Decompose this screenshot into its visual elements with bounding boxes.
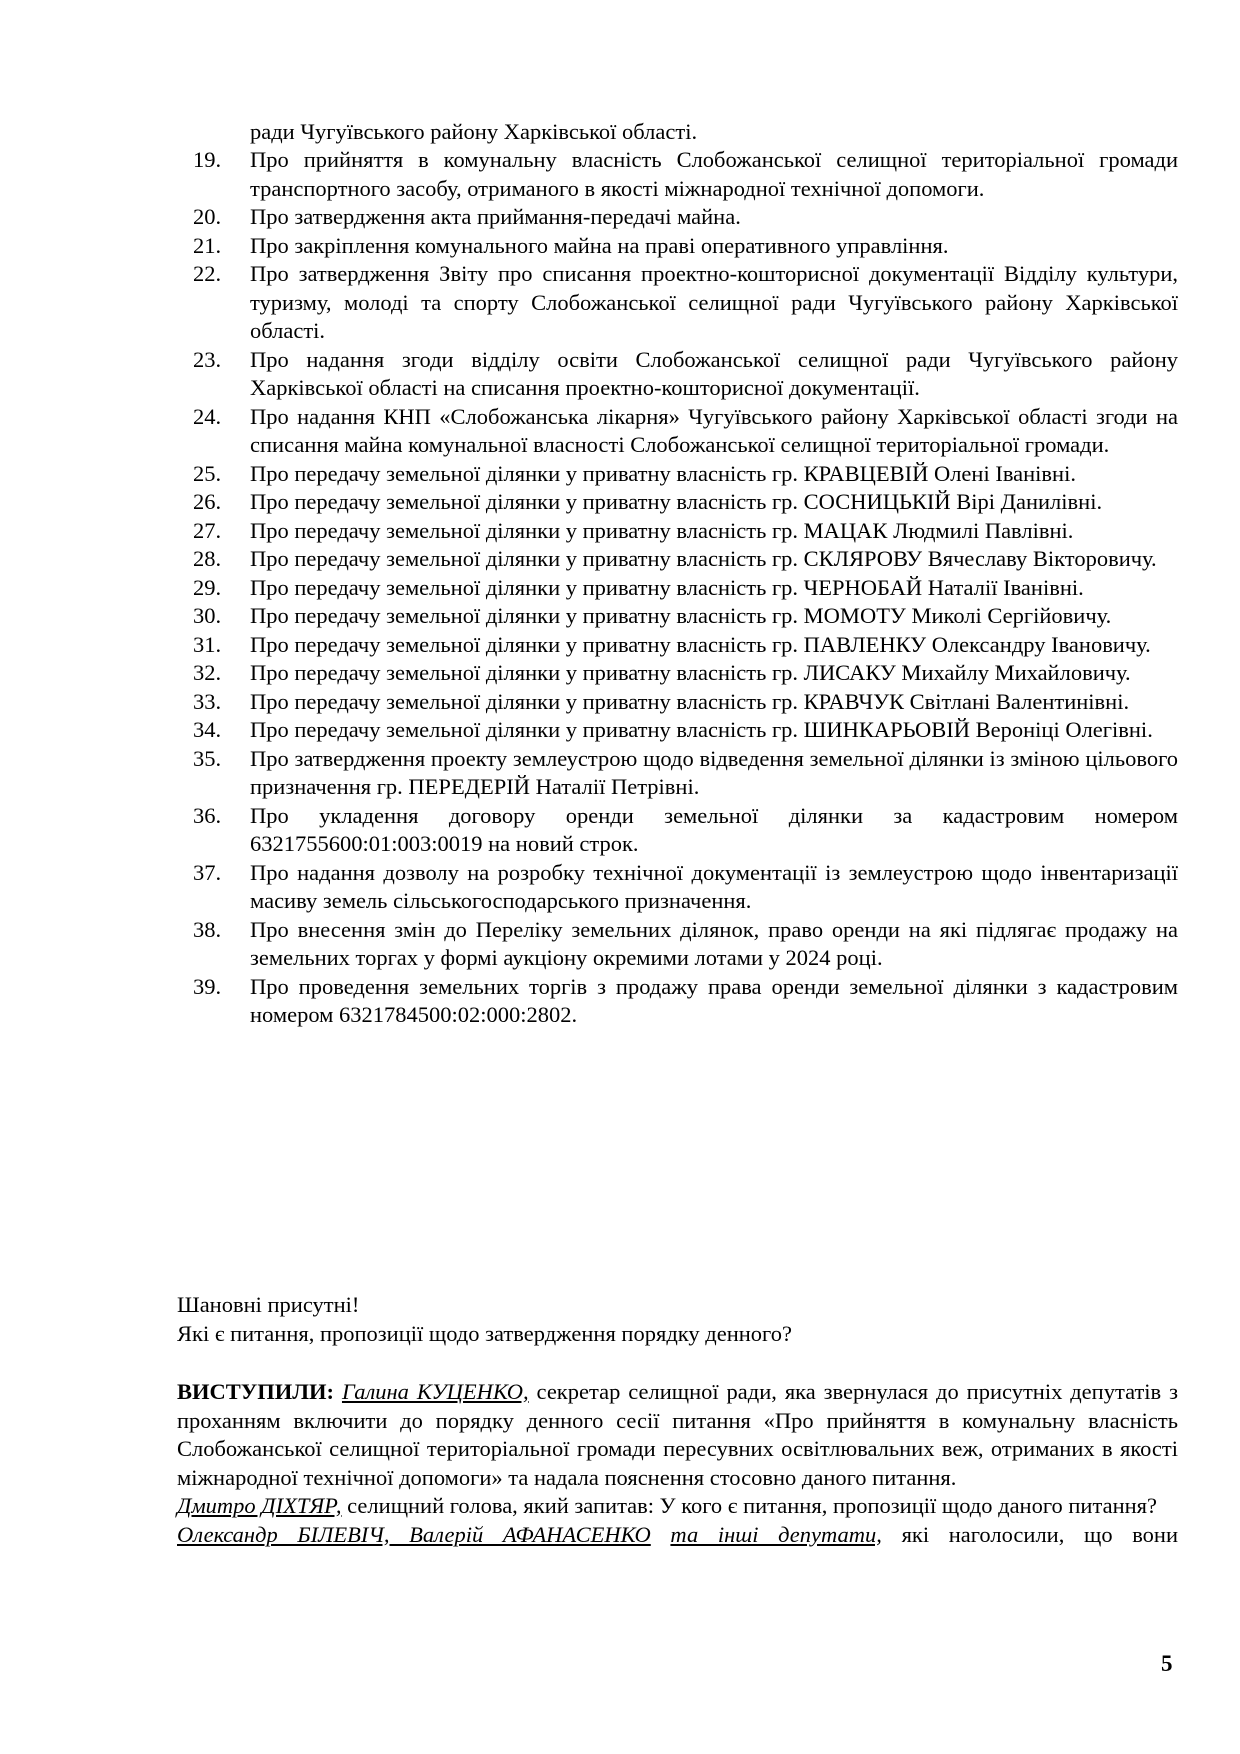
agenda-item-text: Про затвердження проекту землеустрою щодо відведення земельної ділянки із зміною цільового призначення гр. ПЕРЕДЕРІЙ Наталії Петрівні. <box>250 745 1178 799</box>
speaker-name: Галина КУЦЕНКО, <box>341 1379 529 1404</box>
greeting-block <box>177 1291 1178 1348</box>
discussion-block <box>177 1378 1178 1549</box>
agenda-item <box>0 973 1178 1030</box>
agenda-item-text: Про передачу земельної ділянки у приватну власність гр. ЧЕРНОБАЙ Наталії Іванівні. <box>250 574 1084 600</box>
speech-paragraph <box>177 1492 1178 1521</box>
speech-text: які наголосили, що вони <box>881 1521 1179 1547</box>
agenda-item <box>0 631 1178 660</box>
continued-item-text: ради Чугуївського району Харківської області. <box>250 119 698 144</box>
agenda-item-text: Про передачу земельної ділянки у приватну власність гр. ШИНКАРЬОВІЙ Вероніці Олегівні. <box>250 717 1153 742</box>
agenda-item-number: 28. <box>193 546 222 571</box>
agenda-item <box>0 488 1178 517</box>
agenda-item-text: Про надання КНП «Слобожанська лікарня» Чугуївського району Харківської області згоди на списання майна комунальної власності Слобожанської селищної територіальної громади. <box>250 403 1178 457</box>
speech-paragraph <box>177 1521 1178 1550</box>
agenda-item-text: Про передачу земельної ділянки у приватну власність гр. ЛИСАКУ Михайлу Михайловичу. <box>250 660 1131 685</box>
page-number: 5 <box>1161 1651 1173 1676</box>
agenda-item <box>0 517 1178 546</box>
agenda-item-text: Про прийняття в комунальну власність Слобожанської селищної територіальної громади транспортного засобу, отриманого в якості міжнародної технічної допомоги. <box>250 147 1178 201</box>
speech-text: селищний голова, який запитав: У кого є питання, пропозиції щодо даного питання? <box>341 1493 1157 1518</box>
separator <box>651 1522 671 1547</box>
agenda-item <box>0 232 1178 261</box>
agenda-item <box>0 545 1178 574</box>
agenda-item-number: 19. <box>193 147 222 172</box>
agenda-item-number: 33. <box>193 688 222 714</box>
agenda-item <box>0 916 1178 973</box>
agenda-item <box>0 859 1178 916</box>
agenda-item <box>0 346 1178 403</box>
agenda-item-number: 34. <box>193 717 222 742</box>
agenda-item-number: 36. <box>193 802 222 828</box>
agenda-item <box>0 574 1178 603</box>
agenda-item <box>0 602 1178 631</box>
agenda-item-text: Про передачу земельної ділянки у приватну власність гр. КРАВЦЕВІЙ Олені Іванівні. <box>250 460 1076 486</box>
agenda-item-number: 23. <box>193 346 222 372</box>
agenda-item-text: Про передачу земельної ділянки у приватну власність гр. КРАВЧУК Світлані Валентинівні. <box>250 688 1130 714</box>
agenda-item <box>0 659 1178 688</box>
agenda-item <box>0 460 1178 489</box>
agenda-item <box>0 688 1178 717</box>
agenda-item-number: 39. <box>193 973 222 999</box>
agenda-item-text: Про надання згоди відділу освіти Слобожанської селищної ради Чугуївського району Харківської області на списання проектно-кошторисної документації. <box>250 346 1178 400</box>
speaker-name: Дмитро ДІХТЯР, <box>177 1493 342 1518</box>
agenda-item-text: Про передачу земельної ділянки у приватну власність гр. МАЦАК Людмилі Павлівні. <box>250 517 1074 543</box>
agenda-item-number: 31. <box>193 631 222 657</box>
speakers-label: ВИСТУПИЛИ: <box>177 1379 335 1404</box>
agenda-item-number: 37. <box>193 859 222 885</box>
agenda-item-number: 25. <box>193 460 222 486</box>
agenda-item <box>0 403 1178 460</box>
speech-text: секретар селищної ради, яка звернулася до присутніх депутатів з проханням включити до порядку денного сесії питання «Про прийняття в комунальну власність Слобожанської селищної територіальної громади пересувних освітлювальних веж, отриманих в якості міжнародної технічної допомоги» та надала пояснення стосовно даного питання. <box>177 1379 1178 1490</box>
agenda-item-number: 30. <box>193 603 222 628</box>
greeting-line: Шановні присутні! <box>177 1292 360 1317</box>
agenda-item-number: 27. <box>193 517 222 543</box>
agenda-item-text: Про передачу земельної ділянки у приватну власність гр. СКЛЯРОВУ Вячеславу Вікторовичу. <box>250 546 1157 571</box>
agenda-item-text: Про передачу земельної ділянки у приватну власність гр. МОМОТУ Миколі Сергійовичу. <box>250 603 1112 628</box>
agenda-item-text: Про затвердження Звіту про списання проектно-кошторисної документації Відділу культури, туризму, молоді та спорту Слобожанської селищної ради Чугуївського району Харківської області. <box>250 261 1178 343</box>
agenda-item <box>0 146 1178 203</box>
speaker-names: та інші депутати, <box>670 1521 882 1547</box>
agenda-item-number: 24. <box>193 403 222 429</box>
agenda-item <box>0 203 1178 232</box>
agenda-item-number: 21. <box>193 232 222 258</box>
agenda-list <box>0 146 1240 1030</box>
agenda-item-text: Про укладення договору оренди земельної ділянки за кадастровим номером 6321755600:01:003:0019 на новий строк. <box>250 802 1178 856</box>
agenda-item-number: 22. <box>193 261 222 286</box>
agenda-item <box>0 716 1178 745</box>
agenda-item-number: 35. <box>193 745 222 771</box>
agenda-item <box>0 260 1178 346</box>
agenda-item-text: Про внесення змін до Переліку земельних ділянок, право оренди на які підлягає продажу на земельних торгах у формі аукціону окремими лотами у 2024 році. <box>250 916 1178 970</box>
agenda-item <box>0 745 1178 802</box>
agenda-item-number: 29. <box>193 574 222 600</box>
agenda-item-text: Про надання дозволу на розробку технічної документації із землеустрою щодо інвентаризації масиву земель сільськогосподарського призначення. <box>250 859 1178 913</box>
agenda-item-number: 38. <box>193 916 222 942</box>
question-line: Які є питання, пропозиції щодо затвердження порядку денного? <box>177 1320 792 1346</box>
agenda-item-number: 26. <box>193 489 222 514</box>
agenda-item-number: 20. <box>193 204 222 229</box>
agenda-item-number: 32. <box>193 660 222 685</box>
agenda-item-text: Про передачу земельної ділянки у приватну власність гр. ПАВЛЕНКУ Олександру Івановичу. <box>250 631 1151 657</box>
agenda-item-text: Про проведення земельних торгів з продажу права оренди земельної ділянки з кадастровим номером 6321784500:02:000:2802. <box>250 973 1178 1027</box>
agenda-item-text: Про передачу земельної ділянки у приватну власність гр. СОСНИЦЬКІЙ Вірі Данилівні. <box>250 489 1103 514</box>
speaker-names: Олександр БІЛЕВІЧ, Валерій АФАНАСЕНКО <box>177 1521 651 1547</box>
agenda-item-text: Про затвердження акта приймання-передачі майна. <box>250 204 741 229</box>
agenda-item-text: Про закріплення комунального майна на праві оперативного управління. <box>250 232 949 258</box>
agenda-item <box>0 802 1178 859</box>
speech-paragraph <box>177 1378 1178 1492</box>
